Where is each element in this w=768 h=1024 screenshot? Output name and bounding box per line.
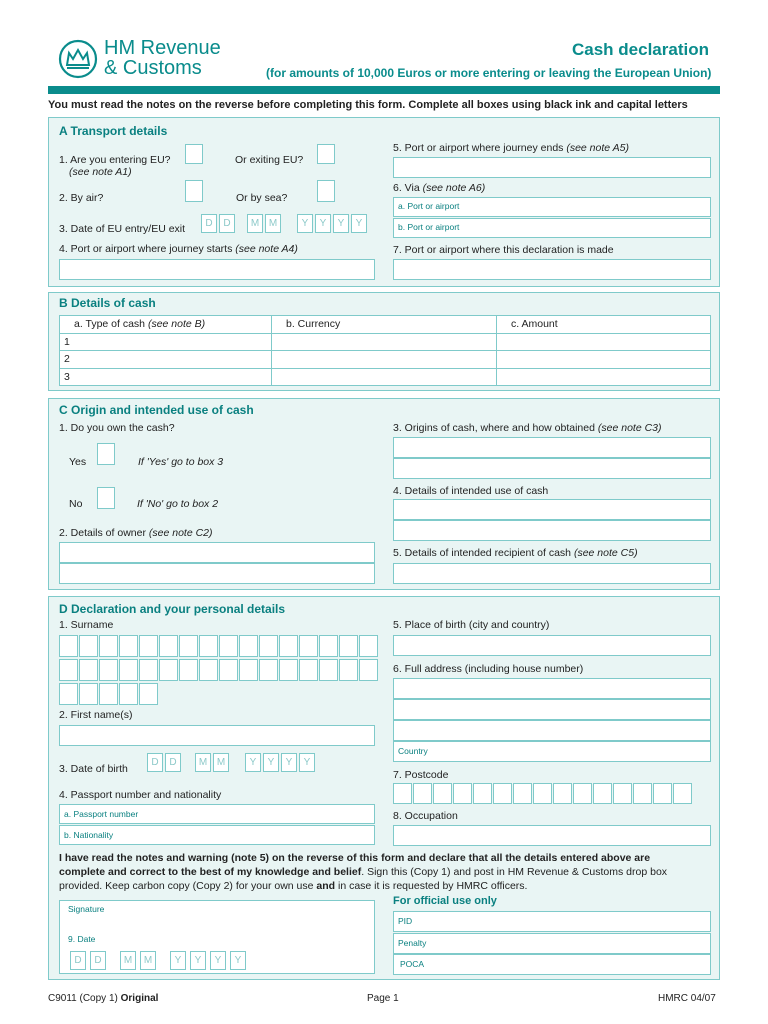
q-declaration-port: 7. Port or airport where this declaration is made	[393, 244, 614, 256]
sign-date-y1[interactable]: Y	[170, 951, 186, 970]
dob-m1[interactable]: M	[195, 753, 211, 772]
country-field[interactable]	[393, 741, 711, 762]
poca-label: POCA	[400, 959, 425, 969]
first-names-field[interactable]	[59, 725, 375, 746]
dob-d1[interactable]: D	[147, 753, 163, 772]
intended-recipient-field[interactable]	[393, 563, 711, 584]
q-via	[393, 182, 485, 194]
surname-char-box[interactable]	[99, 683, 118, 705]
surname-char-box[interactable]	[139, 659, 158, 681]
entry-date-y4[interactable]: Y	[351, 214, 367, 233]
section-a-title: A Transport details	[59, 124, 168, 138]
postcode-grid	[393, 783, 703, 805]
owner-details-field-1[interactable]	[59, 542, 375, 563]
surname-char-box[interactable]	[79, 635, 98, 657]
passport-number-label: a. Passport number	[64, 809, 139, 819]
currency-cell[interactable]	[272, 368, 497, 386]
surname-char-box[interactable]	[79, 659, 98, 681]
surname-char-box[interactable]	[279, 659, 298, 681]
declaration-rest: . Sign this (Copy 1) and post in HM Revenue & Customs drop box	[361, 866, 668, 878]
row-number[interactable]: 3	[60, 368, 272, 386]
postcode-char-box[interactable]	[473, 783, 492, 804]
q-full-address: 6. Full address (including house number)	[393, 663, 584, 675]
occupation-field[interactable]	[393, 825, 711, 846]
sign-date-y4[interactable]: Y	[230, 951, 246, 970]
owner-details-field-2[interactable]	[59, 563, 375, 584]
entering-eu-checkbox[interactable]	[185, 144, 203, 164]
amount-cell[interactable]	[497, 351, 711, 369]
q-exiting-eu: Or exiting EU?	[235, 154, 304, 166]
entry-date-y1[interactable]: Y	[297, 214, 313, 233]
penalty-label: Penalty	[398, 938, 427, 948]
via-port-b-field[interactable]	[393, 218, 711, 238]
declaration-text-2	[59, 866, 667, 878]
q-own-cash: 1. Do you own the cash?	[59, 422, 175, 434]
form-subtitle: (for amounts of 10,000 Euros or more entering or leaving the European Union)	[266, 66, 712, 80]
q-entering-eu-note: (see note A1)	[69, 166, 132, 178]
postcode-char-box[interactable]	[553, 783, 572, 804]
currency-cell[interactable]	[272, 333, 497, 351]
surname-grid	[59, 635, 379, 709]
entry-date-y3[interactable]: Y	[333, 214, 349, 233]
table-row	[60, 333, 711, 351]
signature-box[interactable]	[59, 900, 375, 974]
declaration-port-field[interactable]	[393, 259, 711, 280]
address-line-1[interactable]	[393, 678, 711, 699]
col-type-label: a. Type of cash	[74, 318, 146, 331]
postcode-char-box[interactable]	[533, 783, 552, 804]
amount-cell[interactable]	[497, 368, 711, 386]
surname-char-box[interactable]	[359, 659, 378, 681]
pid-label: PID	[398, 916, 413, 926]
amount-cell[interactable]	[497, 333, 711, 351]
surname-char-box[interactable]	[359, 635, 378, 657]
surname-char-box[interactable]	[119, 635, 138, 657]
postcode-char-box[interactable]	[493, 783, 512, 804]
crown-icon	[58, 39, 98, 79]
q-owner-details-text: 2. Details of owner	[59, 527, 146, 539]
via-port-b-label: b. Port or airport	[398, 222, 460, 232]
section-b-title: B Details of cash	[59, 296, 156, 310]
surname-char-box[interactable]	[159, 635, 178, 657]
dob-m2[interactable]: M	[213, 753, 229, 772]
org-name-line2: & Customs	[104, 57, 202, 79]
postcode-char-box[interactable]	[393, 783, 412, 804]
sign-date-y3[interactable]: Y	[210, 951, 226, 970]
hmrc-logo	[58, 39, 98, 79]
entry-date-m2[interactable]: M	[265, 214, 281, 233]
postcode-char-box[interactable]	[633, 783, 652, 804]
section-d-title: D Declaration and your personal details	[59, 602, 286, 616]
surname-char-box[interactable]	[219, 635, 238, 657]
declaration-bold: complete and correct to the best of my knowledge and belief	[59, 866, 362, 878]
sign-date-y2[interactable]: Y	[190, 951, 206, 970]
section-d-declaration	[48, 596, 720, 980]
surname-char-box[interactable]	[239, 659, 258, 681]
surname-char-box[interactable]	[299, 635, 318, 657]
postcode-char-box[interactable]	[653, 783, 672, 804]
currency-cell[interactable]	[272, 351, 497, 369]
surname-char-box[interactable]	[119, 683, 138, 705]
pid-field[interactable]	[393, 911, 711, 932]
surname-char-box[interactable]	[159, 659, 178, 681]
surname-char-box[interactable]	[59, 659, 78, 681]
q-origins-of-cash	[393, 422, 662, 434]
own-cash-no-checkbox[interactable]	[97, 487, 115, 509]
surname-char-box[interactable]	[139, 683, 158, 705]
no-instruction: If 'No' go to box 2	[137, 498, 219, 510]
declaration-text-3	[59, 880, 527, 892]
entry-date-m1[interactable]: M	[247, 214, 263, 233]
surname-char-box[interactable]	[279, 635, 298, 657]
address-line-3[interactable]	[393, 720, 711, 741]
sign-date-m1[interactable]: M	[120, 951, 136, 970]
via-port-a-field[interactable]	[393, 197, 711, 217]
origins-field-2[interactable]	[393, 458, 711, 479]
own-cash-yes-checkbox[interactable]	[97, 443, 115, 465]
yes-instruction: If 'Yes' go to box 3	[138, 456, 224, 468]
sign-date-d2[interactable]: D	[90, 951, 106, 970]
section-a-transport	[48, 117, 720, 287]
nationality-label: b. Nationality	[64, 830, 114, 840]
surname-char-box[interactable]	[339, 659, 358, 681]
via-port-a-label: a. Port or airport	[398, 201, 460, 211]
entry-date-d1[interactable]: D	[201, 214, 217, 233]
cash-table-header	[60, 316, 711, 334]
q-owner-details-note: (see note C2)	[148, 527, 213, 539]
q-place-of-birth: 5. Place of birth (city and country)	[393, 619, 550, 631]
col-type-note: (see note B)	[147, 318, 206, 331]
surname-char-box[interactable]	[259, 635, 278, 657]
q-postcode: 7. Postcode	[393, 769, 449, 781]
postcode-char-box[interactable]	[673, 783, 692, 804]
q-journey-start-note: (see note A4)	[235, 243, 298, 255]
poca-field[interactable]	[393, 954, 711, 975]
surname-char-box[interactable]	[219, 659, 238, 681]
q-intended-use: 4. Details of intended use of cash	[393, 485, 549, 497]
q-journey-start-text: 4. Port or airport where journey starts	[59, 243, 233, 255]
q-recipient-note: (see note C5)	[573, 547, 638, 559]
postcode-char-box[interactable]	[513, 783, 532, 804]
surname-char-box[interactable]	[99, 659, 118, 681]
section-b-cash	[48, 292, 720, 391]
col-amount: c. Amount	[497, 316, 711, 334]
q-recipient-text: 5. Details of intended recipient of cash	[393, 547, 572, 559]
q-occupation: 8. Occupation	[393, 810, 458, 822]
dob-y3[interactable]: Y	[281, 753, 297, 772]
surname-char-box[interactable]	[119, 659, 138, 681]
q-journey-start	[59, 243, 298, 255]
origins-field-1[interactable]	[393, 437, 711, 458]
q-origins-note: (see note C3)	[597, 422, 662, 434]
surname-char-box[interactable]	[199, 635, 218, 657]
by-air-checkbox[interactable]	[185, 180, 203, 202]
footer-page: Page 1	[367, 993, 399, 1004]
col-currency: b. Currency	[272, 316, 497, 334]
q-entering-eu: 1. Are you entering EU?	[59, 154, 171, 166]
place-of-birth-field[interactable]	[393, 635, 711, 656]
header-bar	[48, 86, 720, 94]
q-date-of-birth: 3. Date of birth	[59, 763, 128, 775]
sign-date-d1[interactable]: D	[70, 951, 86, 970]
surname-char-box[interactable]	[79, 683, 98, 705]
postcode-char-box[interactable]	[613, 783, 632, 804]
nationality-field[interactable]	[59, 825, 375, 845]
surname-char-box[interactable]	[299, 659, 318, 681]
surname-char-box[interactable]	[319, 659, 338, 681]
q-passport: 4. Passport number and nationality	[59, 789, 222, 801]
q-by-sea: Or by sea?	[236, 192, 288, 204]
declaration-line3-a: provided. Keep carbon copy (Copy 2) for your own use	[59, 880, 317, 892]
surname-char-box[interactable]	[239, 635, 258, 657]
q-owner-details	[59, 527, 213, 539]
postcode-char-box[interactable]	[433, 783, 452, 804]
org-name-line1: HM Revenue	[104, 37, 221, 59]
surname-char-box[interactable]	[319, 635, 338, 657]
surname-char-box[interactable]	[99, 635, 118, 657]
q-intended-recipient	[393, 547, 638, 559]
row-number[interactable]: 2	[60, 351, 272, 369]
q-journey-end	[393, 142, 629, 154]
yes-label: Yes	[69, 456, 87, 468]
form-title: Cash declaration	[572, 40, 709, 59]
no-label: No	[69, 498, 83, 510]
surname-char-box[interactable]	[139, 635, 158, 657]
row-number[interactable]: 1	[60, 333, 272, 351]
q-by-air: 2. By air?	[59, 192, 104, 204]
sign-date-m2[interactable]: M	[140, 951, 156, 970]
journey-start-field[interactable]	[59, 259, 375, 280]
official-use-title: For official use only	[393, 895, 497, 907]
surname-char-box[interactable]	[179, 635, 198, 657]
postcode-char-box[interactable]	[573, 783, 592, 804]
surname-char-box[interactable]	[259, 659, 278, 681]
dob-y2[interactable]: Y	[263, 753, 279, 772]
postcode-char-box[interactable]	[453, 783, 472, 804]
dob-y4[interactable]: Y	[299, 753, 315, 772]
q-journey-end-note: (see note A5)	[566, 142, 629, 154]
passport-number-field[interactable]	[59, 804, 375, 824]
q-surname: 1. Surname	[59, 619, 114, 631]
declaration-line3-b: in case it is requested by HMRC officers.	[335, 880, 528, 892]
section-c-origin	[48, 398, 720, 590]
q-via-note: (see note A6)	[422, 182, 486, 194]
surname-char-box[interactable]	[199, 659, 218, 681]
instructions: You must read the notes on the reverse before completing this form. Complete all boxes using black ink and capital letters	[48, 99, 688, 111]
address-line-2[interactable]	[393, 699, 711, 720]
q-via-text: 6. Via	[393, 182, 420, 194]
journey-end-field[interactable]	[393, 157, 711, 178]
footer-version: HMRC 04/07	[658, 993, 716, 1004]
q-journey-end-text: 5. Port or airport where journey ends	[393, 142, 564, 154]
col-type-of-cash	[60, 316, 272, 334]
surname-char-box[interactable]	[59, 635, 78, 657]
entry-date-y2[interactable]: Y	[315, 214, 331, 233]
q-origins-text: 3. Origins of cash, where and how obtained	[393, 422, 595, 434]
table-row	[60, 351, 711, 369]
postcode-char-box[interactable]	[413, 783, 432, 804]
declaration-line3-and: and	[316, 880, 336, 892]
dob-y1[interactable]: Y	[245, 753, 261, 772]
surname-char-box[interactable]	[339, 635, 358, 657]
dob-d2[interactable]: D	[165, 753, 181, 772]
section-c-title: C Origin and intended use of cash	[59, 403, 254, 417]
intended-use-field-1[interactable]	[393, 499, 711, 520]
signature-label: Signature	[68, 904, 105, 914]
date-label: 9. Date	[68, 934, 96, 944]
cash-table	[59, 315, 711, 386]
entry-date-d2[interactable]: D	[219, 214, 235, 233]
footer-code-original: Original	[120, 993, 159, 1004]
table-row	[60, 368, 711, 386]
surname-char-box[interactable]	[59, 683, 78, 705]
q-entry-date: 3. Date of EU entry/EU exit	[59, 223, 186, 235]
declaration-text-1: I have read the notes and warning (note 5) on the reverse of this form and declare that all the details entered above are	[59, 852, 651, 864]
by-sea-checkbox[interactable]	[317, 180, 335, 202]
country-label: Country	[398, 746, 428, 756]
q-first-names: 2. First name(s)	[59, 709, 133, 721]
penalty-field[interactable]	[393, 933, 711, 954]
exiting-eu-checkbox[interactable]	[317, 144, 335, 164]
surname-char-box[interactable]	[179, 659, 198, 681]
footer-code-text: C9011 (Copy 1)	[48, 993, 118, 1004]
footer-form-code	[48, 993, 158, 1004]
intended-use-field-2[interactable]	[393, 520, 711, 541]
postcode-char-box[interactable]	[593, 783, 612, 804]
